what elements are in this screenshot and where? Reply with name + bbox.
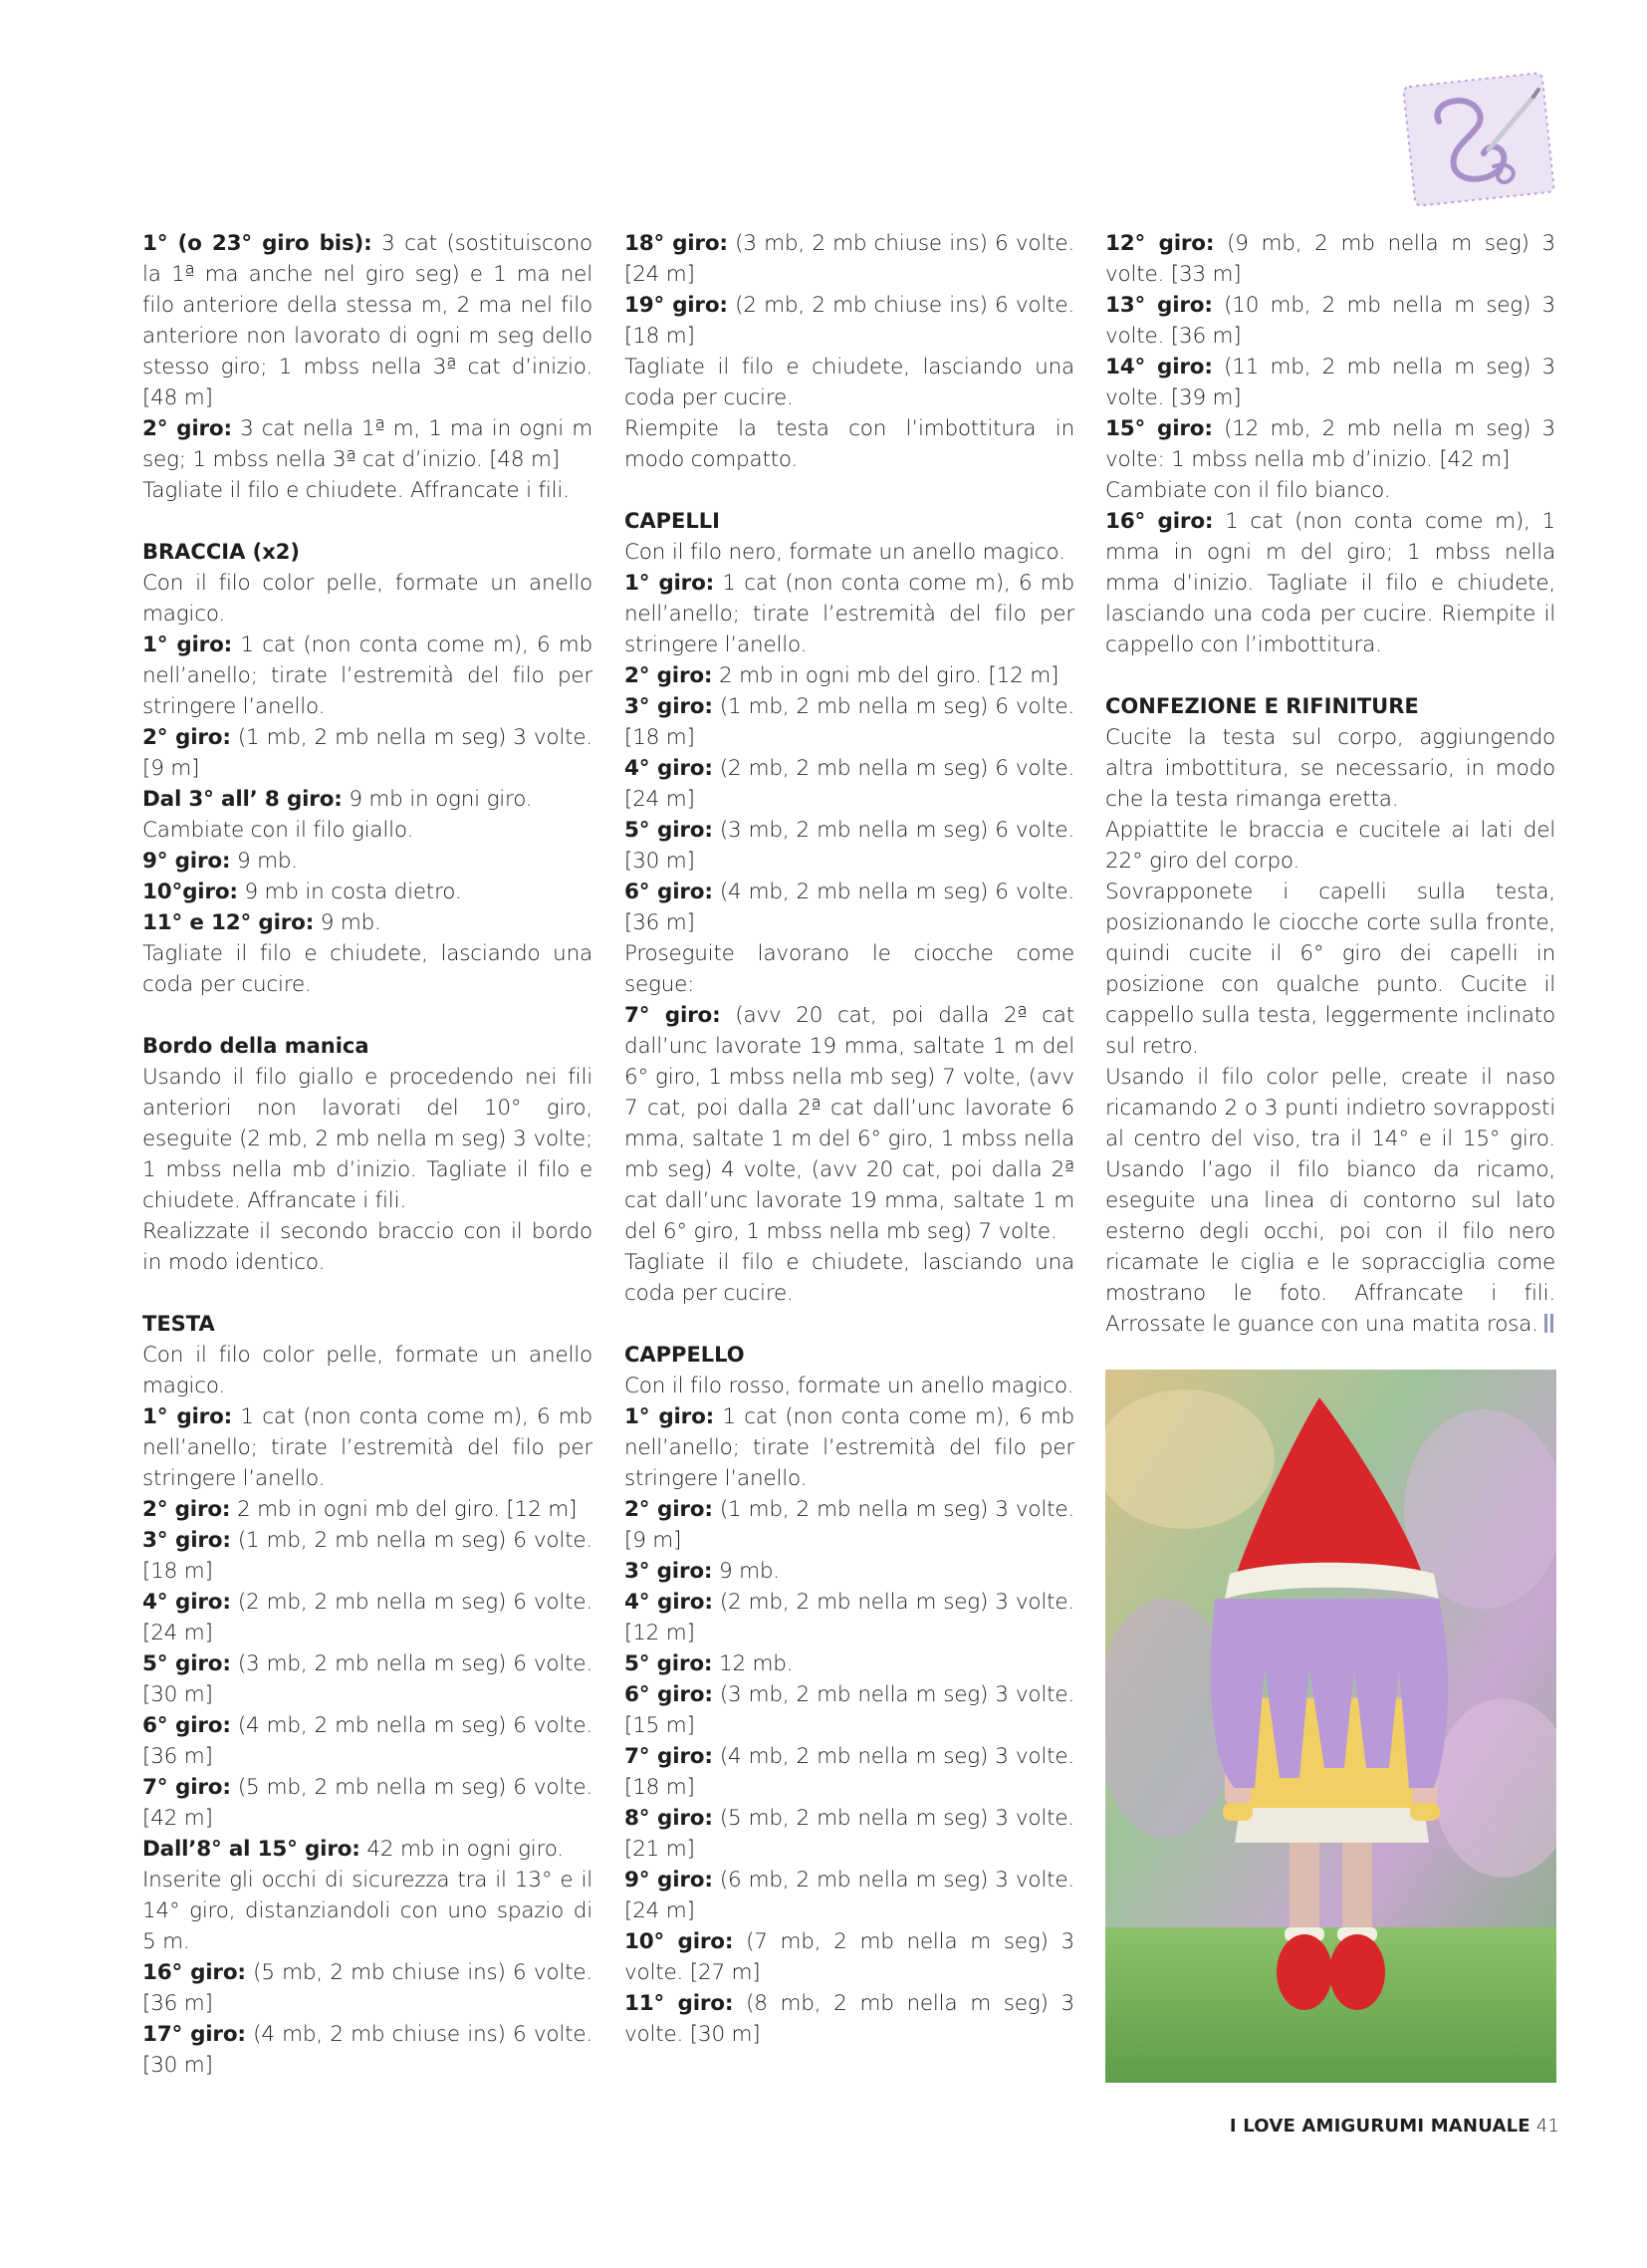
step-label: 7° giro: <box>142 1775 231 1800</box>
column-2 <box>624 228 1074 2050</box>
instruction-text <box>1105 1062 1555 1340</box>
step-label: 6° giro: <box>624 880 713 904</box>
step-label: 5° giro: <box>624 1651 713 1676</box>
step-text: 9 mb. <box>314 910 381 935</box>
step-label: 17° giro: <box>142 2022 246 2047</box>
step-text: Sovrapponete i capelli sulla testa, posizionando le ciocche corte sulla fronte, quindi cucite il 6° giro dei capelli in posizione con qualche punto. Cucite il cappello sulla testa, leggermente inclinato sul retro. <box>1105 880 1555 1059</box>
step-label: 13° giro: <box>1105 293 1213 318</box>
step-text: (9 mb, 2 mb nella m seg) 3 volte. [33 m] <box>1105 231 1555 287</box>
instruction-step <box>142 907 592 938</box>
step-text: (1 mb, 2 mb nella m seg) 3 volte. [9 m] <box>142 725 592 781</box>
step-label: 1° giro: <box>142 1404 233 1429</box>
instruction-step <box>1105 228 1555 290</box>
page-footer <box>1230 2116 1559 2137</box>
page-number: 41 <box>1535 2116 1559 2137</box>
instruction-text <box>624 537 1074 568</box>
step-label: 8° giro: <box>624 1806 713 1831</box>
instruction-step <box>624 815 1074 877</box>
instruction-text <box>142 815 592 846</box>
step-text: (2 mb, 2 mb nella m seg) 3 volte. [12 m] <box>624 1590 1074 1645</box>
section-heading: CAPPELLO <box>624 1343 745 1367</box>
step-text: (1 mb, 2 mb nella m seg) 6 volte. [18 m] <box>142 1528 592 1584</box>
step-text: Tagliate il filo e chiudete. Affrancate i fili. <box>142 478 570 503</box>
paragraph-gap <box>1105 660 1555 691</box>
step-text: (3 mb, 2 mb nella m seg) 3 volte. [15 m] <box>624 1682 1074 1738</box>
step-text: Tagliate il filo e chiudete, lasciando una coda per cucire. <box>142 941 592 997</box>
step-label: 18° giro: <box>624 231 728 256</box>
step-text: (4 mb, 2 mb nella m seg) 6 volte. [36 m] <box>624 880 1074 935</box>
step-label: Dall’8° al 15° giro: <box>142 1837 360 1862</box>
step-label: 2° giro: <box>624 663 713 688</box>
instruction-step <box>142 1834 592 1865</box>
step-text: Proseguite lavorano le ciocche come segue: <box>624 941 1074 997</box>
instruction-step <box>1105 506 1555 660</box>
instruction-step <box>624 1556 1074 1587</box>
instruction-step <box>142 1494 592 1525</box>
step-text: 2 mb in ogni mb del giro. [12 m] <box>712 663 1059 688</box>
instruction-step <box>1105 413 1555 475</box>
instruction-step <box>624 290 1074 352</box>
paragraph-gap <box>142 506 592 537</box>
section-heading: TESTA <box>142 1312 215 1336</box>
instruction-text <box>1105 475 1555 506</box>
step-text: (12 mb, 2 mb nella m seg) 3 volte: 1 mbss nella mb d’inizio. [42 m] <box>1105 416 1555 472</box>
step-label: 4° giro: <box>624 1590 713 1615</box>
step-label: Dal 3° all’ 8 giro: <box>142 787 343 812</box>
step-label: 7° giro: <box>624 1003 721 1028</box>
step-text: Cambiate con il filo giallo. <box>142 818 414 843</box>
step-text: 1 cat (non conta come m), 6 mb nell’anello; tirate l’estremità del filo per stringere l’anello. <box>624 571 1075 657</box>
instruction-step <box>142 2019 592 2081</box>
instruction-step <box>624 1803 1074 1865</box>
instruction-step <box>142 1710 592 1772</box>
instruction-text <box>624 1371 1074 1401</box>
instruction-step <box>142 1587 592 1648</box>
instruction-text <box>624 352 1074 413</box>
step-label: 16° giro: <box>1105 509 1214 534</box>
step-label: 2° giro: <box>142 416 232 441</box>
step-text: Con il filo color pelle, formate un anello magico. <box>142 1343 592 1398</box>
section-heading: BRACCIA (x2) <box>142 540 300 564</box>
step-text: (2 mb, 2 mb chiuse ins) 6 volte. [18 m] <box>624 293 1074 349</box>
instruction-step <box>142 722 592 784</box>
instruction-step <box>142 877 592 907</box>
step-text: 1 cat (non conta come m), 6 mb nell’anello; tirate l’estremità del filo per stringere l’anello. <box>142 1404 593 1491</box>
instruction-text <box>624 413 1074 475</box>
instruction-text <box>624 938 1074 1000</box>
step-text: (5 mb, 2 mb chiuse ins) 6 volte. [36 m] <box>142 1960 592 2016</box>
instruction-text <box>142 568 592 630</box>
step-label: 16° giro: <box>142 1960 246 1985</box>
step-label: 1° (o 23° giro bis): <box>142 231 372 256</box>
step-label: 1° giro: <box>142 632 233 657</box>
instruction-text <box>142 1062 592 1216</box>
instruction-text <box>142 1340 592 1401</box>
step-text: (4 mb, 2 mb chiuse ins) 6 volte. [30 m] <box>142 2022 592 2078</box>
step-label: 2° giro: <box>142 1497 231 1522</box>
instruction-step <box>142 1957 592 2019</box>
instruction-text <box>1105 815 1555 877</box>
step-label: 11° e 12° giro: <box>142 910 315 935</box>
step-label: 3° giro: <box>624 694 713 719</box>
step-text: (1 mb, 2 mb nella m seg) 3 volte. [9 m] <box>624 1497 1074 1553</box>
step-text: Con il filo nero, formate un anello magico. <box>624 540 1065 565</box>
instruction-step <box>624 1648 1074 1679</box>
step-text: (8 mb, 2 mb nella m seg) 3 volte. [30 m] <box>624 1991 1074 2047</box>
step-label: 1° giro: <box>624 571 715 596</box>
step-text: (5 mb, 2 mb nella m seg) 3 volte. [21 m] <box>624 1806 1074 1862</box>
step-text: 1 cat (non conta come m), 1 mma in ogni m del giro; 1 mbss nella mma d’inizio. Tagliate il filo e chiudete, lasciando una coda per cucire. Riempite il cappello con l’imbottitura. <box>1105 509 1556 657</box>
instruction-step <box>142 228 592 413</box>
step-label: 1° giro: <box>624 1404 715 1429</box>
instruction-step <box>624 753 1074 815</box>
step-text: 1 cat (non conta come m), 6 mb nell’anello; tirate l’estremità del filo per stringere l’anello. <box>142 632 593 719</box>
step-text: Cucite la testa sul corpo, aggiungendo altra imbottitura, se necessario, in modo che la testa rimanga eretta. <box>1105 725 1555 812</box>
step-label: 2° giro: <box>624 1497 713 1522</box>
instruction-step <box>142 846 592 877</box>
instruction-step <box>624 1679 1074 1741</box>
crochet-hook-logo-icon <box>1399 72 1558 206</box>
step-text: 2 mb in ogni mb del giro. [12 m] <box>230 1497 578 1522</box>
instruction-step <box>624 228 1074 290</box>
instruction-step <box>624 1401 1074 1494</box>
instruction-step <box>142 784 592 815</box>
step-label: 3° giro: <box>624 1559 713 1584</box>
instruction-step <box>624 1741 1074 1803</box>
step-label: 7° giro: <box>624 1744 713 1769</box>
step-text: Tagliate il filo e chiudete, lasciando una coda per cucire. <box>624 355 1074 410</box>
instruction-step <box>142 630 592 722</box>
instruction-step <box>624 1587 1074 1648</box>
step-text: 9 mb. <box>230 849 298 874</box>
instruction-step <box>142 1525 592 1587</box>
step-label: 12° giro: <box>1105 231 1215 256</box>
section-heading: CAPELLI <box>624 509 720 533</box>
step-label: 4° giro: <box>624 756 713 781</box>
instruction-step <box>142 1772 592 1834</box>
step-label: 15° giro: <box>1105 416 1213 441</box>
step-label: 3° giro: <box>142 1528 231 1553</box>
step-text: Cambiate con il filo bianco. <box>1105 478 1391 503</box>
instruction-step <box>142 1401 592 1494</box>
step-label: 4° giro: <box>142 1590 231 1615</box>
step-label: 6° giro: <box>142 1713 231 1738</box>
step-text: 1 cat (non conta come m), 6 mb nell’anello; tirate l’estremità del filo per stringere l’anello. <box>624 1404 1075 1491</box>
step-text: (3 mb, 2 mb nella m seg) 6 volte. [30 m] <box>142 1651 592 1707</box>
step-label: 6° giro: <box>624 1682 713 1707</box>
step-text: 12 mb. <box>712 1651 794 1676</box>
step-text: 3 cat nella 1ª m, 1 ma in ogni m seg; 1 mbss nella 3ª cat d’inizio. [48 m] <box>142 416 592 472</box>
instruction-text <box>142 938 592 1000</box>
instruction-step <box>624 1988 1074 2050</box>
instruction-step <box>142 413 592 475</box>
step-text: Con il filo rosso, formate un anello magico. <box>624 1374 1074 1398</box>
step-text: Usando il filo giallo e procedendo nei fili anteriori non lavorati del 10° giro, eseguite (2 mb, 2 mb nella m seg) 3 volte; 1 mbss nella mb d’inizio. Tagliate il filo e chiudete. Affrancate i fili. <box>142 1065 592 1213</box>
step-label: 14° giro: <box>1105 355 1213 379</box>
instruction-text <box>624 1247 1074 1309</box>
doll-photo <box>1105 1370 1556 2083</box>
step-text: (1 mb, 2 mb nella m seg) 6 volte. [18 m] <box>624 694 1074 750</box>
step-text: (6 mb, 2 mb nella m seg) 3 volte. [24 m] <box>624 1868 1074 1923</box>
step-label: 2° giro: <box>142 725 231 750</box>
step-text: Riempite la testa con l’imbottitura in modo compatto. <box>624 416 1074 472</box>
step-label: 11° giro: <box>624 1991 734 2016</box>
step-label: 10° giro: <box>624 1929 734 1954</box>
column-3 <box>1105 228 1555 1340</box>
step-text: (3 mb, 2 mb nella m seg) 6 volte. [30 m] <box>624 818 1074 874</box>
step-text: 42 mb in ogni giro. <box>359 1837 564 1862</box>
step-label: 5° giro: <box>142 1651 231 1676</box>
instruction-text <box>1105 877 1555 1062</box>
instruction-step <box>1105 290 1555 352</box>
paragraph-gap <box>624 1309 1074 1340</box>
step-text: Tagliate il filo e chiudete, lasciando una coda per cucire. <box>624 1250 1074 1306</box>
step-text: (2 mb, 2 mb nella m seg) 6 volte. [24 m] <box>624 756 1074 812</box>
instruction-step <box>624 691 1074 753</box>
paragraph-gap <box>624 475 1074 506</box>
instruction-step <box>624 1494 1074 1556</box>
step-text: (4 mb, 2 mb nella m seg) 6 volte. [36 m] <box>142 1713 592 1769</box>
magazine-title: I LOVE AMIGURUMI MANUALE <box>1229 2116 1530 2137</box>
instruction-text <box>142 475 592 506</box>
step-text: 9 mb in costa dietro. <box>237 880 462 904</box>
instruction-step <box>624 1865 1074 1926</box>
column-1 <box>142 228 592 2081</box>
step-text: Realizzate il secondo braccio con il bordo in modo identico. <box>142 1219 592 1275</box>
instruction-step <box>624 568 1074 660</box>
step-text: (2 mb, 2 mb nella m seg) 6 volte. [24 m] <box>142 1590 592 1645</box>
instruction-step <box>624 877 1074 938</box>
instruction-step <box>624 660 1074 691</box>
section-heading: CONFEZIONE E RIFINITURE <box>1105 694 1419 718</box>
step-text: (5 mb, 2 mb nella m seg) 6 volte. [42 m] <box>142 1775 592 1831</box>
instruction-text <box>142 1865 592 1957</box>
step-text: (4 mb, 2 mb nella m seg) 3 volte. [18 m] <box>624 1744 1074 1800</box>
step-text: Con il filo color pelle, formate un anello magico. <box>142 571 592 627</box>
step-text: (3 mb, 2 mb chiuse ins) 6 volte. [24 m] <box>624 231 1074 287</box>
step-label: 5° giro: <box>624 818 713 843</box>
step-text: 9 mb in ogni giro. <box>342 787 533 812</box>
step-text: (11 mb, 2 mb nella m seg) 3 volte. [39 m] <box>1105 355 1555 410</box>
step-text: (7 mb, 2 mb nella m seg) 3 volte. [27 m] <box>624 1929 1074 1985</box>
step-text: (avv 20 cat, poi dalla 2ª cat dall’unc lavorate 19 mma, saltate 1 m del 6° giro, 1 mbss nella mb seg) 7 volte, (avv 7 cat, poi dalla 2ª cat dall’unc lavorate 6 mma, saltate 1 m del 6° giro, 1 mbss nella mb seg) 4 volte, (avv 20 cat, poi dalla 2ª cat dall’unc lavorate 19 mma, saltate 1 m del 6° giro, 1 mbss nella mb seg) 7 volte. <box>624 1003 1074 1244</box>
instruction-step <box>624 1000 1074 1247</box>
instruction-text <box>1105 722 1555 815</box>
step-label: 10°giro: <box>142 880 238 904</box>
step-label: 9° giro: <box>142 849 231 874</box>
instruction-step <box>1105 352 1555 413</box>
step-label: 9° giro: <box>624 1868 713 1892</box>
step-text: 3 cat (sostituiscono la 1ª ma anche nel giro seg) e 1 ma nel filo anteriore della stessa m, 2 ma nel filo anteriore non lavorato di ogni m seg dello stesso giro; 1 mbss nella 3ª cat d’inizio. [48 m] <box>142 231 593 410</box>
end-mark-icon <box>1544 1314 1547 1333</box>
instruction-text <box>142 1216 592 1278</box>
step-label: 19° giro: <box>624 293 728 318</box>
step-text: Appiattite le braccia e cucitele ai lati del 22° giro del corpo. <box>1105 818 1555 874</box>
instruction-step <box>142 1648 592 1710</box>
step-text: Usando il filo color pelle, create il naso ricamando 2 o 3 punti indietro sovrapposti al centro del viso, tra il 14° e il 15° giro. Usando l’ago il filo bianco da ricamo, eseguite una linea di contorno sul lato esterno degli occhi, poi con il filo nero ricamate le ciglia e le sopracciglia come mostrano le foto. Affrancate i fili. Arrossate le guance con una matita rosa. <box>1105 1065 1555 1337</box>
step-text: (10 mb, 2 mb nella m seg) 3 volte. [36 m] <box>1105 293 1555 349</box>
instruction-step <box>624 1926 1074 1988</box>
section-heading: Bordo della manica <box>142 1034 369 1058</box>
paragraph-gap <box>142 1000 592 1031</box>
step-text: 9 mb. <box>712 1559 780 1584</box>
step-text: Inserite gli occhi di sicurezza tra il 13° e il 14° giro, distanziandoli con uno spazio di 5 m. <box>142 1868 592 1954</box>
paragraph-gap <box>142 1278 592 1309</box>
